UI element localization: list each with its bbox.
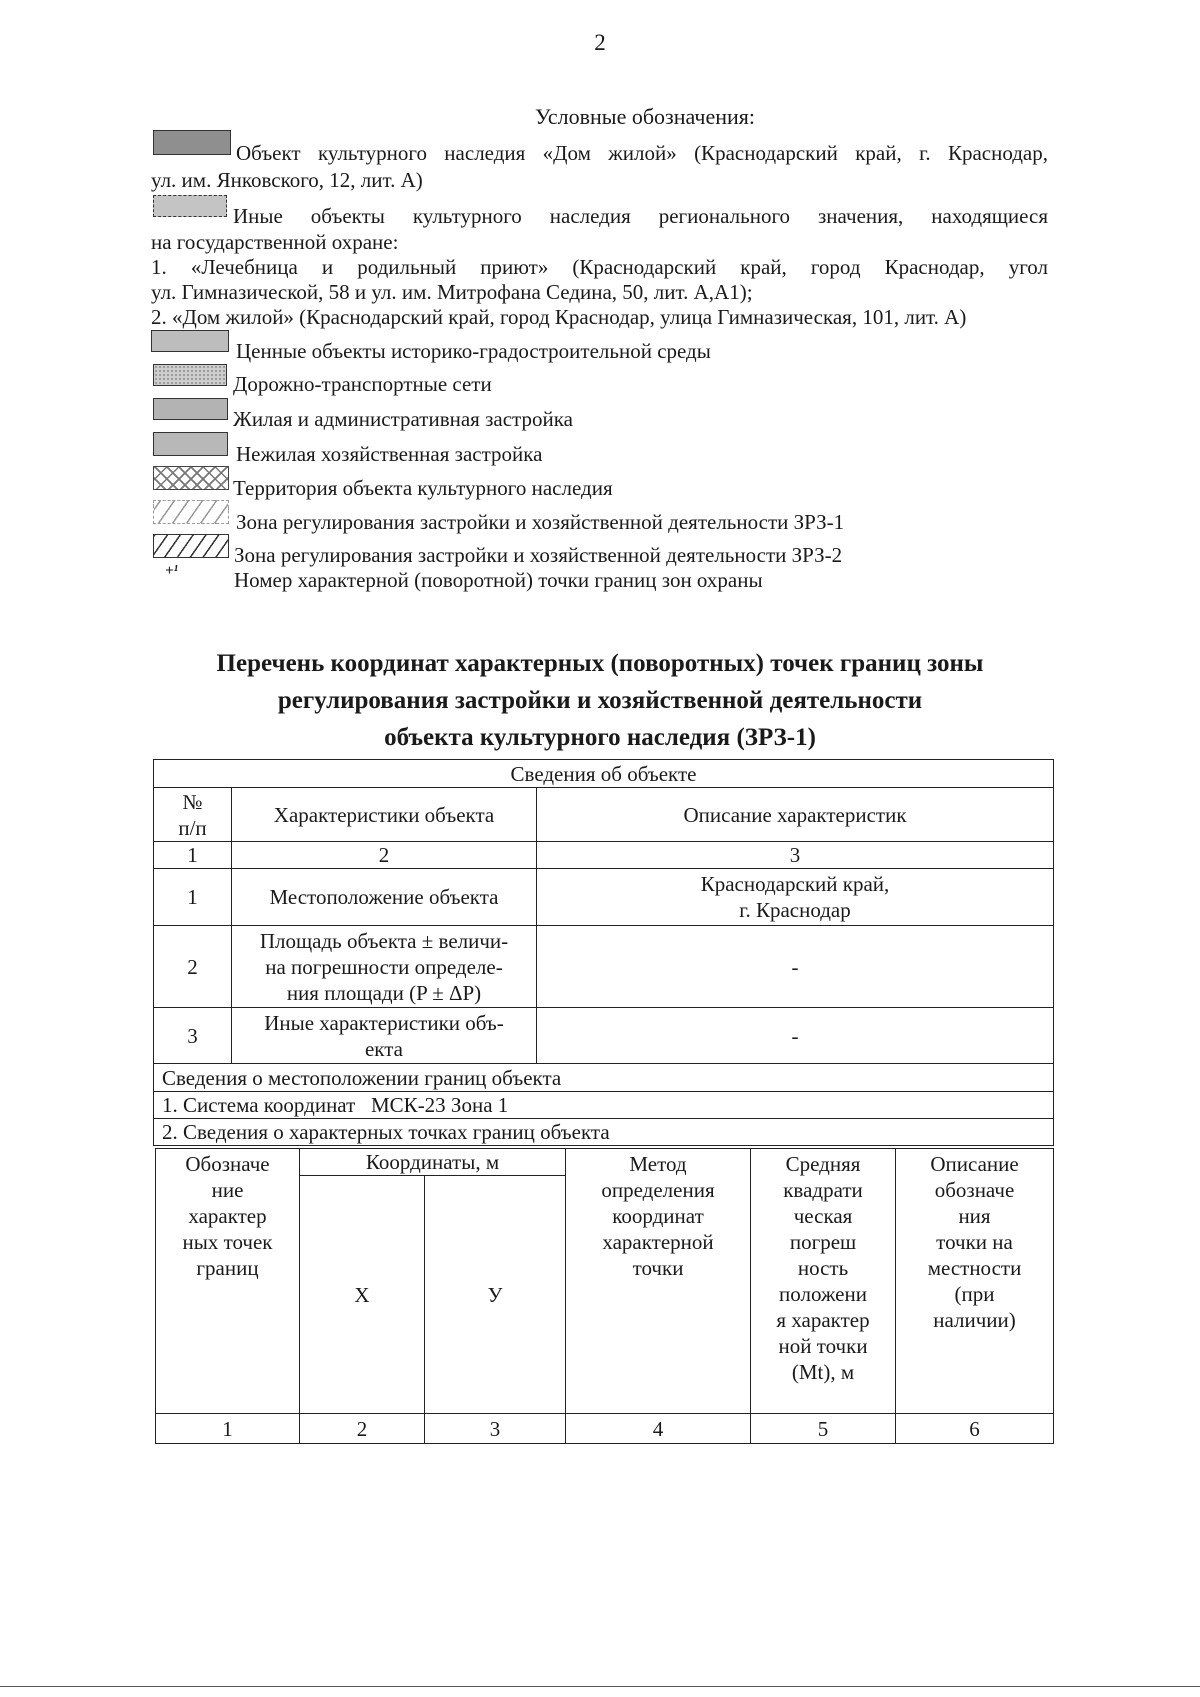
legend-swatch-roads	[153, 364, 227, 386]
legend-item-nonresidential: Нежилая хозяйственная застройка	[236, 442, 543, 466]
legend-item-object-line2: ул. им. Янковского, 12, лит. А)	[151, 168, 423, 192]
col1-line1: Обозначе	[185, 1152, 270, 1176]
legend-swatch-valuable	[151, 330, 229, 352]
legend-item-other-objects-sub1-line1: 1. «Лечебница и родильный приют» (Краснодарский край, город Краснодар, угол	[151, 255, 1048, 279]
col1-line2: ние	[211, 1178, 244, 1202]
document-title-line1: Перечень координат характерных (поворотных) точек границ зоны	[216, 650, 984, 677]
row-2-name	[232, 926, 537, 1008]
row-2-name-line2: на погрешности определе-	[265, 954, 503, 979]
col5-line1: Средняя	[785, 1152, 861, 1176]
col5-line7: я характер	[776, 1308, 870, 1332]
object-info-table	[153, 759, 1054, 1146]
object-info-header: Сведения об объекте	[154, 760, 1054, 788]
col1-line3: характер	[188, 1204, 267, 1228]
row-3-number: 3	[154, 1008, 232, 1064]
col-header-y: У	[425, 1176, 566, 1414]
col4-line3: координат	[612, 1204, 704, 1228]
row-2-value: -	[537, 926, 1054, 1008]
document-title	[0, 645, 1200, 756]
row-3-value: -	[537, 1008, 1054, 1064]
document-title-line2: регулирования застройки и хозяйственной деятельности	[277, 687, 923, 714]
document-title-line3: объекта культурного наследия (ЗРЗ-1)	[384, 724, 816, 751]
legend-swatch-zrz1	[153, 500, 229, 524]
row-3-name-line1: Иные характеристики объ-	[264, 1010, 504, 1035]
points-col-number-2: 2	[300, 1414, 425, 1444]
col5-line6: положени	[779, 1282, 867, 1306]
row-2-name-line3: ния площади (P ± ΔP)	[286, 980, 482, 1005]
legend-item-other-objects-sub1-line2: ул. Гимназической, 58 и ул. им. Митрофана Седина, 50, лит. А,А1);	[151, 280, 753, 304]
row-1-name: Местоположение объекта	[232, 869, 537, 926]
col-number-3: 3	[537, 842, 1054, 869]
legend-item-other-objects-line2: на государственной охране:	[151, 230, 399, 254]
col5-line9: (Mt), м	[791, 1360, 855, 1384]
coordinate-system-row: 1. Система координат МСК-23 Зона 1	[154, 1092, 1054, 1119]
legend-swatch-object	[153, 130, 231, 155]
legend-swatch-residential	[153, 398, 228, 420]
col5-line5: ность	[797, 1256, 849, 1280]
col-header-x: X	[300, 1176, 425, 1414]
col4-line4: характерной	[602, 1230, 714, 1254]
legend-item-heritage-territory: Территория объекта культурного наследия	[233, 476, 613, 500]
row-1-value	[537, 869, 1054, 926]
col-header-method	[566, 1149, 751, 1414]
col1-line5: границ	[196, 1256, 259, 1280]
col6-line6: (при	[954, 1282, 995, 1306]
legend-item-object-line1: Объект культурного наследия «Дом жилой» (Краснодарский край, г. Краснодар,	[236, 141, 1048, 165]
legend-swatch-nonresidential	[153, 432, 228, 456]
row-3-name	[232, 1008, 537, 1064]
col-header-description: Описание характеристик	[537, 788, 1054, 842]
col5-line3: ческая	[793, 1204, 853, 1228]
col1-line4: ных точек	[182, 1230, 273, 1254]
location-section-header: Сведения о местоположении границ объекта	[154, 1064, 1054, 1092]
col-number-1: 1	[154, 842, 232, 869]
col6-line2: обозначе	[934, 1178, 1015, 1202]
col-header-number-line2: п/п	[178, 815, 207, 840]
legend-item-other-objects-sub2: 2. «Дом жилой» (Краснодарский край, город Краснодар, улица Гимназическая, 101, лит. А)	[151, 305, 967, 329]
page-number: 2	[594, 30, 606, 55]
legend-swatch-zrz2	[153, 534, 229, 558]
legend-item-residential: Жилая и административная застройка	[233, 407, 573, 431]
points-col-number-5: 5	[751, 1414, 896, 1444]
col-header-location-description	[896, 1149, 1054, 1414]
row-3-name-line2: екта	[364, 1036, 403, 1061]
col-header-coordinates: Координаты, м	[300, 1149, 566, 1176]
col-header-mean-square-error	[751, 1149, 896, 1414]
legend-item-valuable: Ценные объекты историко-градостроительной среды	[236, 339, 711, 363]
legend-title: Условные обозначения:	[534, 104, 756, 129]
col-header-number-line1: №	[182, 789, 203, 814]
points-col-number-6: 6	[896, 1414, 1054, 1444]
row-1-value-line1: Краснодарский край,	[700, 872, 890, 896]
col4-line1: Метод	[629, 1152, 687, 1176]
points-table	[155, 1148, 1054, 1444]
points-info-row: 2. Сведения о характерных точках границ объекта	[154, 1119, 1054, 1146]
points-col-number-4: 4	[566, 1414, 751, 1444]
col5-line2: квадрати	[783, 1178, 863, 1202]
col6-line4: точки на	[936, 1230, 1013, 1254]
col6-line1: Описание	[930, 1152, 1019, 1176]
row-1-number: 1	[154, 869, 232, 926]
col4-line5: точки	[632, 1256, 684, 1280]
page-bottom-line	[0, 1686, 1200, 1687]
legend-point-number-symbol: +¹	[165, 563, 179, 579]
legend-item-roads: Дорожно-транспортные сети	[233, 372, 492, 396]
col-header-point-designation	[156, 1149, 300, 1414]
legend-item-zrz2: Зона регулирования застройки и хозяйственной деятельности ЗРЗ-2	[234, 543, 843, 567]
points-col-number-1: 1	[156, 1414, 300, 1444]
col4-line2: определения	[601, 1178, 715, 1202]
row-1-value-line2: г. Краснодар	[739, 898, 851, 922]
row-2-number: 2	[154, 926, 232, 1008]
points-col-number-3: 3	[425, 1414, 566, 1444]
col6-line7: наличии)	[933, 1308, 1016, 1332]
legend-item-zrz1: Зона регулирования застройки и хозяйственной деятельности ЗРЗ-1	[236, 510, 845, 534]
row-2-name-line1: Площадь объекта ± величи-	[259, 928, 509, 953]
col6-line3: ния	[958, 1204, 991, 1228]
col5-line8: ной точки	[778, 1334, 868, 1358]
col-header-number	[154, 788, 232, 842]
col6-line5: местности	[927, 1256, 1022, 1280]
legend-item-point-number: Номер характерной (поворотной) точки границ зон охраны	[234, 568, 763, 592]
col-header-characteristics: Характеристики объекта	[232, 788, 537, 842]
col5-line4: погреш	[789, 1230, 857, 1254]
legend-swatch-heritage-territory	[153, 466, 229, 490]
col-number-2: 2	[232, 842, 537, 869]
legend-swatch-other-objects	[153, 195, 227, 217]
legend-item-other-objects-line1: Иные объекты культурного наследия регионального значения, находящиеся	[233, 204, 1048, 228]
